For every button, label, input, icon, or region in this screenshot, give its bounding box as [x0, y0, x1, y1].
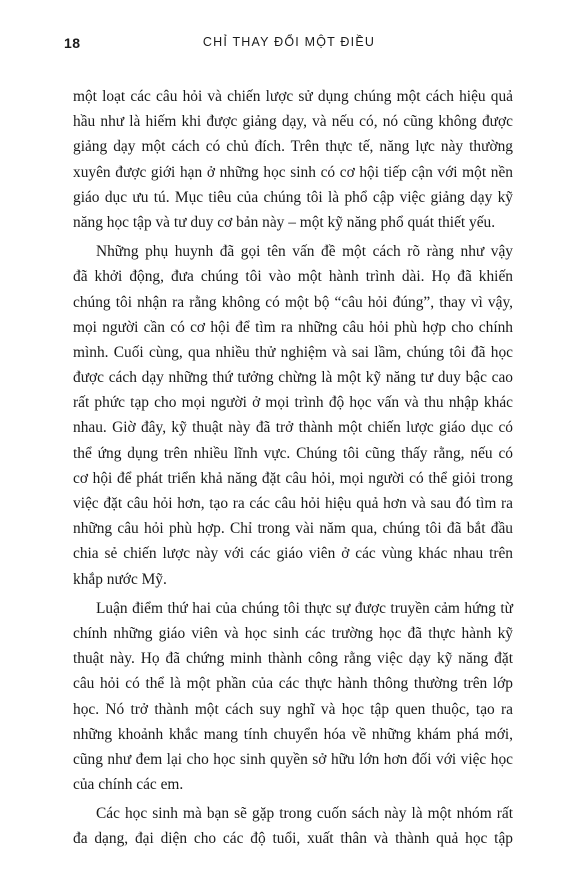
- text-line: thuật này. Họ đã chứng minh thành công rằng việc dạy kỹ năng đặt: [73, 650, 513, 668]
- text-line: câu hỏi có thể là một phần của các thực hành thông thường trên lớp: [73, 675, 513, 693]
- body-text: [73, 84, 513, 852]
- text-line: giáo dục ưu tú. Mục tiêu của chúng tôi là phổ cập việc giảng dạy kỹ: [73, 188, 513, 206]
- text-line: được cách dạy những thứ tưởng chừng là một kỹ năng tư duy bậc cao: [73, 369, 513, 387]
- text-line: những câu hỏi phù hợp. Chỉ trong vài năm qua, chúng tôi đã bắt đầu: [73, 520, 513, 538]
- text-line: việc đặt câu hỏi hơn, tạo ra các câu hỏi hiệu quả hơn và sau đó tìm ra: [73, 495, 513, 512]
- text-line: giảng dạy một cách có chủ đích. Trên thực tế, năng lực này thường: [73, 138, 513, 156]
- text-line: học. Nó trở thành một cách suy nghĩ và học tập quen thuộc, tạo ra: [73, 700, 513, 718]
- text-line: xuyên được giới hạn ở những học sinh có cơ hội tiếp cận với một nền: [73, 163, 513, 181]
- paragraph: [73, 239, 513, 592]
- text-line: một loạt các câu hỏi và chiến lược sử dụng chúng một cách hiệu quả: [73, 88, 513, 105]
- text-line: cơ hội để phát triển khả năng đặt câu hỏi, mọi người có thể giỏi trong: [73, 469, 513, 487]
- paragraph: [73, 801, 513, 851]
- text-line: mọi người cần có cơ hội để tìm ra những câu hỏi phù hợp cho chính: [73, 318, 513, 336]
- text-line: đa dạng, đại diện cho các độ tuổi, xuất thân và thành quả học tập: [73, 830, 513, 848]
- paragraph: [73, 84, 513, 235]
- text-line: chúng tôi nhận ra rằng không có một bộ “câu hỏi đúng”, thay vì vậy,: [73, 293, 513, 311]
- text-line: thể ứng dụng trên nhiều lĩnh vực. Chúng tôi cũng thấy rằng, nếu có: [73, 444, 513, 462]
- page-number: 18: [64, 35, 81, 51]
- running-title: CHỈ THAY ĐỔI MỘT ĐIỀU: [202, 35, 376, 49]
- text-line: của chính các em.: [73, 776, 184, 794]
- text-line: rất phức tạp cho mọi người ở mọi trình độ học vấn và thu nhập khác: [73, 394, 513, 412]
- text-line: Luận điểm thứ hai của chúng tôi thực sự được truyền cảm hứng từ: [96, 599, 513, 617]
- text-line: chính những giáo viên và học sinh các trường học đã thực hành kỹ: [73, 624, 513, 642]
- text-line: Các học sinh mà bạn sẽ gặp trong cuốn sách này là một nhóm rất: [96, 805, 513, 823]
- text-line: Những phụ huynh đã gọi tên vấn đề một cách rõ ràng như vậy: [96, 243, 513, 261]
- text-line: chia sẻ chiến lược này với các giáo viên ở các vùng khác nhau trên: [73, 545, 513, 563]
- paragraph: [73, 596, 513, 798]
- text-line: cũng như đem lại cho học sinh quyền sở hữu lớn hơn đối với việc học: [73, 750, 513, 768]
- text-line: những khoảnh khắc mang tính chuyển hóa về những khám phá mới,: [73, 725, 513, 743]
- text-line: năng học tập và tư duy cơ bản này – một kỹ năng phổ quát thiết yếu.: [73, 213, 496, 231]
- text-line: nhau. Giờ đây, kỹ thuật này đã trở thành một chiến lược giáo dục có: [73, 419, 513, 437]
- page-header: [64, 35, 514, 55]
- text-line: khắp nước Mỹ.: [73, 570, 167, 588]
- text-line: hầu như là hiếm khi được giảng dạy, và nếu có, nó cũng không được: [73, 113, 513, 131]
- text-line: mình. Cuối cùng, qua nhiều thử nghiệm và sai lầm, chúng tôi đã học: [73, 343, 513, 361]
- text-line: đã khởi động, đưa chúng tôi vào một hành trình dài. Họ đã khiến: [73, 268, 513, 286]
